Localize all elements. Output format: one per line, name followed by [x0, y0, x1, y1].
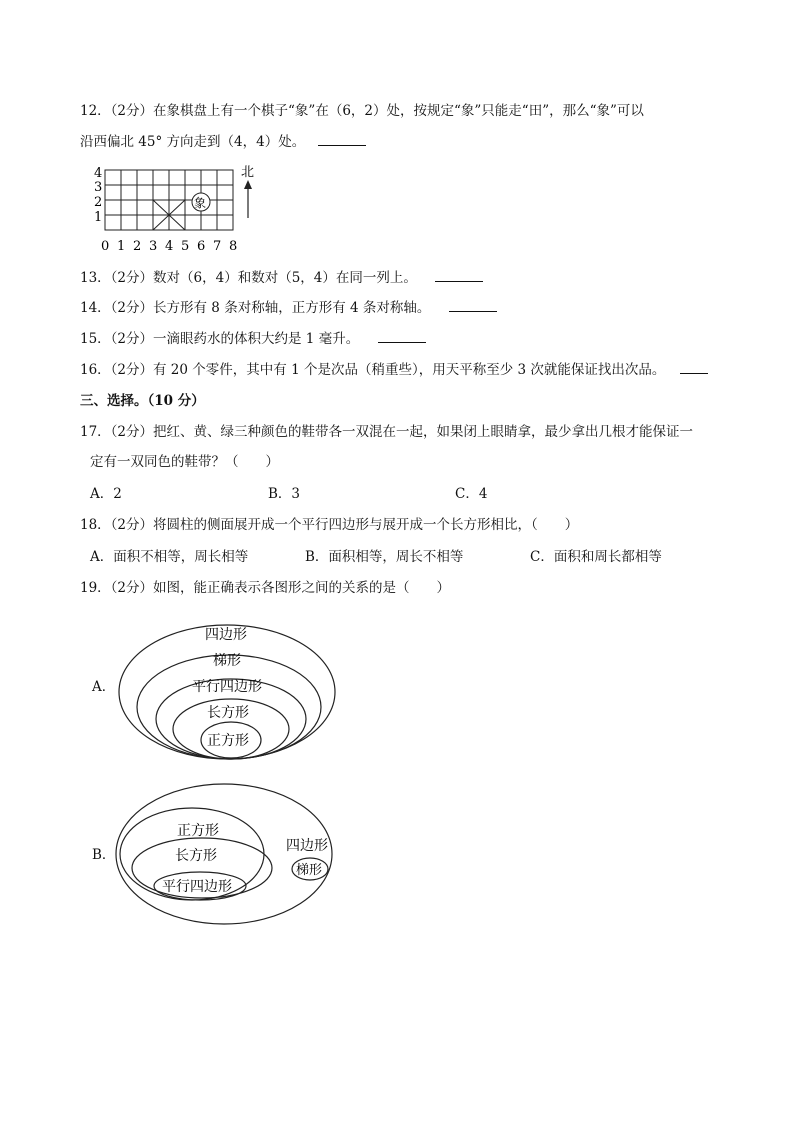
col-label: 4: [165, 239, 174, 254]
col-label: 3: [149, 239, 158, 254]
q13: 13．（2分）数对（6，4）和数对（5，4）在同一列上。: [80, 268, 483, 288]
answer-blank[interactable]: [318, 133, 366, 146]
diagram-a-label: 四边形: [205, 627, 247, 643]
diagram-b-label: 平行四边形: [162, 879, 232, 895]
diagram-a-label: 正方形: [207, 733, 249, 749]
q15: 15．（2分）一滴眼药水的体积大约是 1 毫升。: [80, 329, 426, 349]
col-label: 2: [133, 239, 142, 254]
row-label: 4: [94, 166, 103, 181]
piece-label: 象: [194, 196, 207, 210]
q18-option-c[interactable]: C．面积和周长都相等: [530, 549, 662, 565]
q18-option-a[interactable]: A．面积不相等，周长相等: [90, 549, 249, 565]
q17-line2: 定有一双同色的鞋带？（ ）: [90, 454, 279, 470]
q17-option-b[interactable]: B．3: [268, 486, 301, 502]
row-label: 2: [94, 195, 103, 210]
ellipse-outer: [116, 784, 332, 924]
section-heading: 三、选择。（10 分）: [80, 393, 205, 409]
q18-option-b[interactable]: B．面积相等，周长不相等: [305, 549, 464, 565]
col-label: 6: [197, 239, 206, 254]
north-label: 北: [241, 165, 255, 180]
q16: 16．（2分）有 20 个零件，其中有 1 个是次品（稍重些），用天平称至少 3 次就能保证找出次品。: [80, 360, 708, 380]
q14: 14．（2分）长方形有 8 条对称轴，正方形有 4 条对称轴。: [80, 298, 497, 318]
q17-option-a[interactable]: A．2: [90, 486, 122, 502]
col-label: 7: [213, 239, 222, 254]
col-label: 1: [117, 239, 126, 254]
q17-option-c[interactable]: C．4: [455, 486, 488, 502]
diagram-b-label: 正方形: [177, 823, 219, 839]
diagram-a-label: 长方形: [207, 705, 249, 721]
q12-text: 沿西偏北 45° 方向走到（4，4）处。: [80, 134, 306, 150]
answer-blank[interactable]: [435, 269, 483, 282]
diagram-b-label: 梯形: [296, 863, 323, 878]
row-label: 3: [94, 180, 103, 195]
col-label: 5: [181, 239, 190, 254]
answer-blank[interactable]: [449, 299, 497, 312]
q19-line1: 19．（2分）如图，能正确表示各图形之间的关系的是（ ）: [80, 580, 451, 596]
diagram-b-label: 四边形: [286, 838, 328, 854]
answer-blank[interactable]: [378, 330, 426, 343]
col-label: 8: [229, 239, 238, 254]
q17-line1: 17．（2分）把红、黄、绿三种颜色的鞋带各一双混在一起，如果闭上眼睛拿，最少拿出几根才能保证一: [80, 424, 694, 440]
q12-line2: [80, 132, 366, 152]
row-label: 1: [94, 210, 103, 225]
answer-blank[interactable]: [680, 361, 708, 374]
venn-diagram-b: [112, 782, 340, 930]
q19-option-b-label[interactable]: B．: [92, 847, 116, 863]
q18-line1: 18．（2分）将圆柱的侧面展开成一个平行四边形与展开成一个长方形相比，（ ）: [80, 517, 579, 533]
col-label: 0: [101, 239, 110, 254]
diagram-a-label: 梯形: [213, 653, 241, 669]
q19-option-a-label[interactable]: A．: [92, 679, 116, 695]
venn-diagram-a: [115, 612, 340, 762]
chess-board-figure: [88, 160, 263, 258]
board-grid: [105, 170, 233, 230]
q12-line1: 12．（2分）在象棋盘上有一个棋子“象”在（6，2）处，按规定“象”只能走“田”，那么“象”可以: [80, 103, 644, 119]
diagram-b-label: 长方形: [175, 848, 217, 864]
diagram-a-label: 平行四边形: [192, 679, 262, 695]
